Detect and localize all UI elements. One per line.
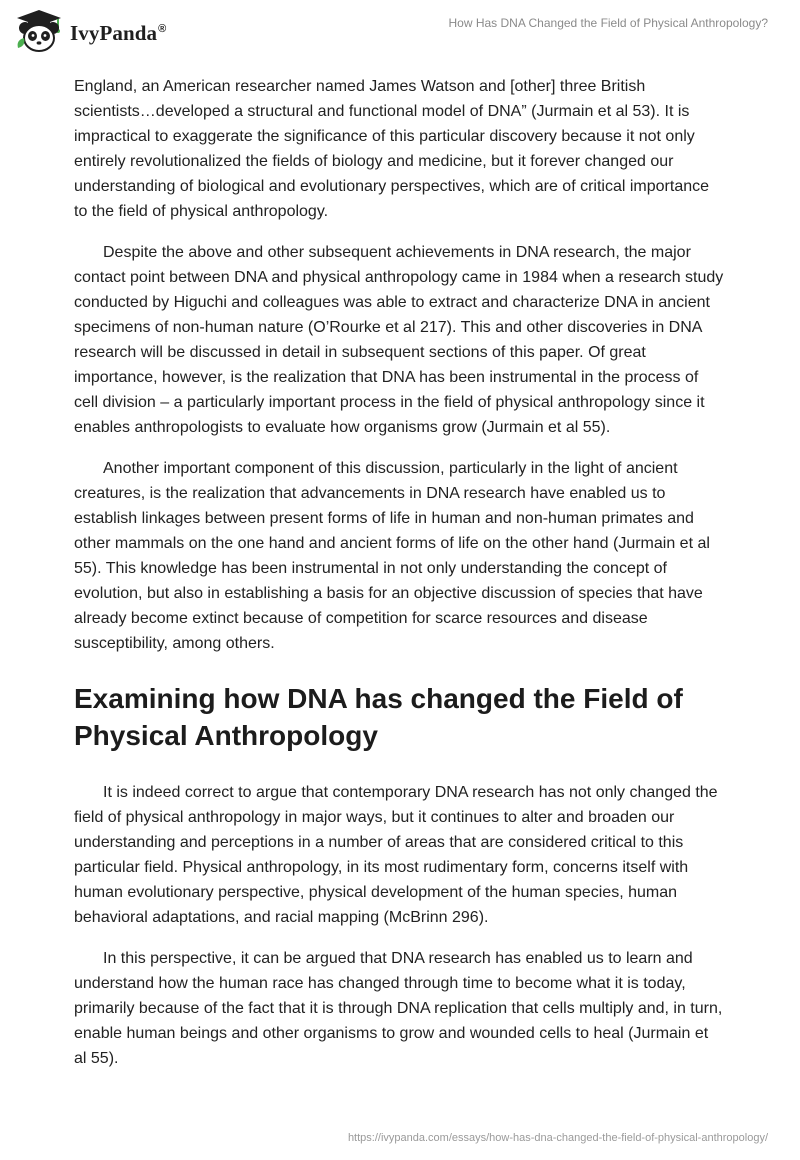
paragraph-4: It is indeed correct to argue that contemporary DNA research has not only changed the field of physical anthropology in major ways, but it continues to alter and broaden our understanding and perceptions in a number of areas that are considered critical to this particular field. Physical anthropology, in its most rudimentary form, concerns itself with human evolutionary perspective, physical development of the human species, human behavioral adaptations, and racial mapping (McBrinn 296).: [74, 784, 718, 926]
registered-mark: ®: [158, 22, 167, 35]
ivypanda-logo[interactable]: [14, 8, 166, 54]
paragraph-2: Despite the above and other subsequent achievements in DNA research, the major contact point between DNA and physical anthropology came in 1984 when a research study conducted by Higuchi and colleagues was able to extract and characterize DNA in ancient specimens of non-human nature (O’Rourke et al 217). This and other discoveries in DNA research will be discussed in detail in subsequent sections of this paper. Of great importance, however, is the realization that DNA has been instrumental in the process of cell division – a particularly important process in the field of physical anthropology since it enables anthropologists to evaluate how organisms grow (Jurmain et al 55).: [74, 244, 724, 436]
source-url[interactable]: https://ivypanda.com/essays/how-has-dna-changed-the-field-of-physical-anthropology/: [347, 1132, 768, 1144]
essay-body: [74, 74, 724, 1087]
page-header: [0, 0, 800, 64]
panda-graduate-icon: [14, 8, 64, 54]
section-heading: Examining how DNA has changed the Field of Physical Anthropology: [74, 683, 683, 751]
logo-name: IvyPanda: [70, 20, 158, 45]
document-title: How Has DNA Changed the Field of Physical Anthropology?: [448, 16, 768, 30]
paragraph-1: England, an American researcher named James Watson and [other] three British scientists…developed a structural and functional model of DNA” (Jurmain et al 53). It is impractical to exaggerate the significance of this particular discovery because it not only entirely revolutionalized the fields of biology and medicine, but it forever changed our understanding of biological and evolutionary perspectives, which are of critical importance to the field of physical anthropology.: [74, 78, 710, 220]
logo-wordmark: [70, 21, 166, 46]
paragraph-5: In this perspective, it can be argued that DNA research has enabled us to learn and understand how the human race has changed through time to become what it is today, primarily because of the fact that it is through DNA replication that cells multiply and, in turn, enable human beings and other organisms to grow and wounded cells to heal (Jurmain et al 55).: [74, 950, 723, 1067]
paragraph-3: Another important component of this discussion, particularly in the light of ancient creatures, is the realization that advancements in DNA research have enabled us to establish linkages between present forms of life in human and non-human primates and other mammals on the one hand and ancient forms of life on the other hand (Jurmain et al 55). This knowledge has been instrumental in not only understanding the concept of evolution, but also in establishing a basis for an objective discussion of species that have already become extinct because of competition for scarce resources and disease susceptibility, among others.: [74, 460, 710, 652]
